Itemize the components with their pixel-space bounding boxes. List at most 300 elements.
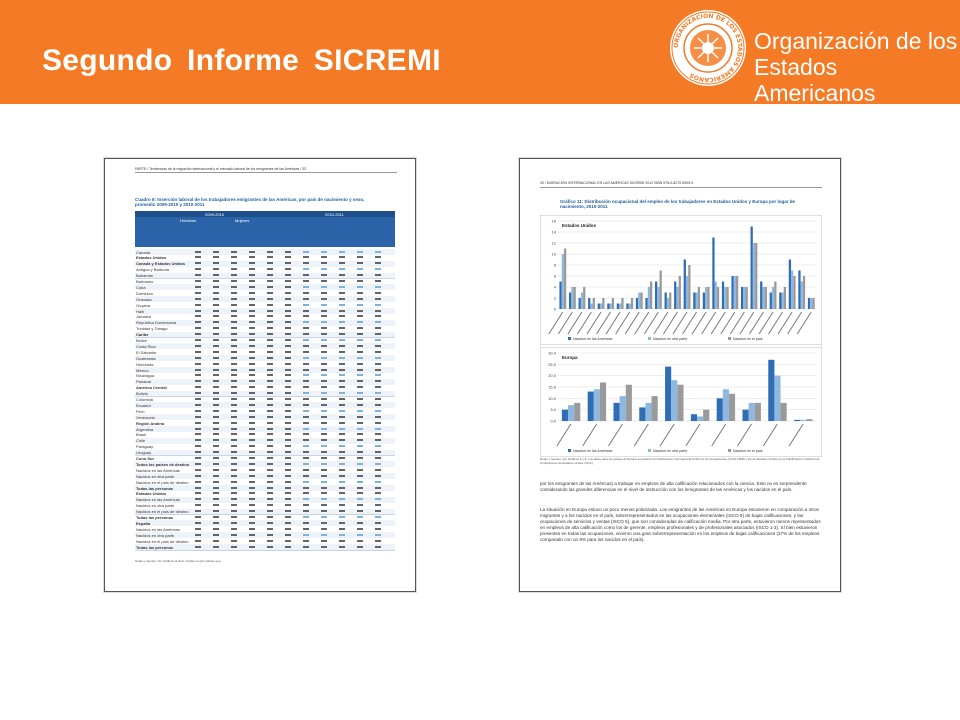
cell-value-mark <box>357 310 363 312</box>
bar <box>609 304 611 310</box>
cell-value-mark <box>285 380 291 382</box>
cell-value-mark <box>303 498 309 500</box>
cell-value-mark <box>285 510 291 512</box>
cell-value-mark <box>303 404 309 406</box>
cell-value-mark <box>303 534 309 536</box>
cell-value-mark <box>285 457 291 459</box>
legend-label: Nacidos en el país <box>733 449 763 453</box>
bar <box>667 298 669 309</box>
bar <box>620 396 626 421</box>
cell-value-mark <box>213 522 219 524</box>
cell-value-mark <box>357 357 363 359</box>
period-1-label: 2009-2010 <box>205 211 225 217</box>
cell-value-mark <box>285 310 291 312</box>
cell-value-mark <box>375 268 381 270</box>
cell-value-mark <box>303 422 309 424</box>
bar <box>677 385 683 421</box>
cell-value-mark <box>285 321 291 323</box>
bar <box>569 293 571 310</box>
row-label: Brasil <box>136 432 147 438</box>
cell-value-mark <box>213 404 219 406</box>
cell-value-mark <box>375 534 381 536</box>
bar <box>594 389 600 421</box>
cell-value-mark <box>267 321 273 323</box>
cell-value-mark <box>249 256 255 258</box>
cell-value-mark <box>375 369 381 371</box>
bar <box>579 298 581 309</box>
legend-label: Nacidos en las Américas <box>573 449 613 453</box>
legend-swatch <box>568 337 571 340</box>
cell-value-mark <box>375 481 381 483</box>
cell-value-mark <box>213 516 219 518</box>
cell-value-mark <box>321 374 327 376</box>
bar <box>665 367 671 421</box>
cell-value-mark <box>375 404 381 406</box>
cell-value-mark <box>195 540 201 542</box>
cell-value-mark <box>339 445 345 447</box>
cell-value-mark <box>231 463 237 465</box>
cell-value-mark <box>249 315 255 317</box>
cell-value-mark <box>339 374 345 376</box>
cell-value-mark <box>303 280 309 282</box>
cell-value-mark <box>249 304 255 306</box>
row-label: Panamá <box>136 379 151 385</box>
cell-value-mark <box>321 286 327 288</box>
cell-value-mark <box>231 268 237 270</box>
cell-value-mark <box>339 428 345 430</box>
cell-value-mark <box>231 315 237 317</box>
cell-value-mark <box>249 369 255 371</box>
row-label: México <box>136 367 149 373</box>
bar <box>686 276 688 309</box>
cell-value-mark <box>267 410 273 412</box>
cell-value-mark <box>285 522 291 524</box>
bar <box>571 287 573 309</box>
cell-value-mark <box>321 451 327 453</box>
bar <box>590 304 592 310</box>
cell-value-mark <box>213 333 219 335</box>
bar <box>583 287 585 309</box>
cell-value-mark <box>357 280 363 282</box>
row-label: Cuba <box>136 284 146 290</box>
running-head: 40 / MIGRACIÓN INTERNACIONAL EN LAS AMÉRICAS SICREMI 2012 ISBN 978-0-8270-5909-0 <box>540 181 694 185</box>
cell-value-mark <box>321 339 327 341</box>
bar <box>626 304 628 310</box>
cell-value-mark <box>321 398 327 400</box>
cell-value-mark <box>249 504 255 506</box>
cell-value-mark <box>267 256 273 258</box>
cell-value-mark <box>303 481 309 483</box>
bar <box>562 410 568 421</box>
cell-value-mark <box>195 451 201 453</box>
cell-value-mark <box>375 262 381 264</box>
bar <box>736 276 738 309</box>
org-name <box>754 28 960 106</box>
cell-value-mark <box>375 540 381 542</box>
bar <box>688 265 690 309</box>
cell-value-mark <box>339 433 345 435</box>
cell-value-mark <box>303 345 309 347</box>
row-label: Guatemala <box>136 355 156 361</box>
row-label: Cono Sur <box>136 456 154 461</box>
cell-value-mark <box>375 274 381 276</box>
bar <box>731 276 733 309</box>
cell-value-mark <box>303 487 309 489</box>
cell-value-mark <box>267 339 273 341</box>
row-label: Canadá <box>136 249 151 255</box>
cell-value-mark <box>321 274 327 276</box>
cell-value-mark <box>321 292 327 294</box>
cell-value-mark <box>249 516 255 518</box>
cell-value-mark <box>213 540 219 542</box>
cell-value-mark <box>231 433 237 435</box>
cell-value-mark <box>339 498 345 500</box>
row-label: España <box>136 520 151 526</box>
cell-value-mark <box>231 369 237 371</box>
cell-value-mark <box>213 315 219 317</box>
cell-value-mark <box>231 451 237 453</box>
cell-value-mark <box>249 298 255 300</box>
cell-value-mark <box>303 262 309 264</box>
bar <box>772 287 774 309</box>
bar <box>636 298 638 309</box>
cell-value-mark <box>375 463 381 465</box>
cell-value-mark <box>249 286 255 288</box>
cell-value-mark <box>195 298 201 300</box>
cell-value-mark <box>375 292 381 294</box>
row-label: Nacidos en otra parte <box>136 532 175 538</box>
cell-value-mark <box>195 333 201 335</box>
legend-label: Nacidos en otra parte <box>653 337 688 341</box>
cell-value-mark <box>249 262 255 264</box>
bar <box>722 282 724 310</box>
cell-value-mark <box>267 304 273 306</box>
cell-value-mark <box>249 422 255 424</box>
cell-value-mark <box>267 428 273 430</box>
cell-value-mark <box>231 398 237 400</box>
cell-value-mark <box>357 339 363 341</box>
us-chart <box>540 215 822 345</box>
bar <box>798 271 800 310</box>
cell-value-mark <box>375 280 381 282</box>
y-tick-label: 0.0 <box>550 418 556 424</box>
cell-value-mark <box>375 546 381 548</box>
bar <box>742 410 748 421</box>
bar <box>588 298 590 309</box>
cell-value-mark <box>339 546 345 548</box>
cell-value-mark <box>321 534 327 536</box>
cell-value-mark <box>357 416 363 418</box>
report-page-thumbnail-table <box>104 158 416 592</box>
cell-value-mark <box>267 286 273 288</box>
cell-value-mark <box>375 398 381 400</box>
cell-value-mark <box>339 416 345 418</box>
cell-value-mark <box>231 481 237 483</box>
cell-value-mark <box>303 428 309 430</box>
cell-value-mark <box>321 256 327 258</box>
chart-notes: Notas y fuentes: Ver Gráficos 6 y 8. Los datos para los países de Europa consideran la Clasificación Internacional Uniforme de Ocupaciones (CIUO 1988) y los de Estados Unidos en la Clasificación Uniforme de Ocupaciones de Estados Unidos (SOC). <box>540 457 820 465</box>
bar <box>707 287 709 309</box>
legend-swatch <box>568 449 571 452</box>
row-label: Todas las personas <box>136 515 174 520</box>
cell-value-mark <box>357 398 363 400</box>
cell-value-mark <box>213 327 219 329</box>
cell-value-mark <box>231 333 237 335</box>
legend-label: Nacidos en el país <box>733 337 763 341</box>
row-label: El Salvador <box>136 349 157 355</box>
cell-value-mark <box>375 298 381 300</box>
cell-value-mark <box>339 333 345 335</box>
cell-value-mark <box>375 327 381 329</box>
cell-value-mark <box>213 280 219 282</box>
cell-value-mark <box>231 256 237 258</box>
cell-value-mark <box>231 475 237 477</box>
row-label: Dominica <box>136 290 153 296</box>
cell-value-mark <box>213 398 219 400</box>
cell-value-mark <box>231 522 237 524</box>
row-label: América Central <box>136 385 167 391</box>
cell-value-mark <box>375 469 381 471</box>
europe-chart <box>540 347 822 457</box>
cell-value-mark <box>303 256 309 258</box>
cell-value-mark <box>321 315 327 317</box>
bar <box>723 389 729 421</box>
bar <box>794 420 800 421</box>
cell-value-mark <box>267 333 273 335</box>
bar <box>607 304 609 310</box>
cell-value-mark <box>285 339 291 341</box>
bar <box>564 249 566 310</box>
cell-value-mark <box>267 298 273 300</box>
row-label: Bolivia <box>136 391 148 397</box>
cell-value-mark <box>375 451 381 453</box>
row-label: Antigua y Barbuda <box>136 267 169 273</box>
cell-value-mark <box>357 327 363 329</box>
cell-value-mark <box>267 445 273 447</box>
cell-value-mark <box>285 374 291 376</box>
row-label: Costa Rica <box>136 343 156 349</box>
row-label: Ecuador <box>136 402 151 408</box>
cell-value-mark <box>321 304 327 306</box>
cell-value-mark <box>303 410 309 412</box>
cell-value-mark <box>285 546 291 548</box>
cell-value-mark <box>267 351 273 353</box>
cell-value-mark <box>375 487 381 489</box>
row-label: Uruguay <box>136 450 152 456</box>
cell-value-mark <box>195 369 201 371</box>
bar <box>703 293 705 310</box>
cell-value-mark <box>267 327 273 329</box>
cell-value-mark <box>267 280 273 282</box>
legend-swatch <box>648 337 651 340</box>
cell-value-mark <box>231 321 237 323</box>
bar <box>655 282 657 310</box>
row-label: Nacidos en otra parte <box>136 473 175 479</box>
cell-value-mark <box>375 504 381 506</box>
bar <box>760 282 762 310</box>
cell-value-mark <box>267 422 273 424</box>
cell-value-mark <box>357 510 363 512</box>
cell-value-mark <box>267 522 273 524</box>
cell-value-mark <box>285 392 291 394</box>
cell-value-mark <box>285 475 291 477</box>
cell-value-mark <box>249 481 255 483</box>
cell-value-mark <box>339 304 345 306</box>
cell-value-mark <box>213 298 219 300</box>
legend-label: Nacidos en otra parte <box>653 449 688 453</box>
cell-value-mark <box>303 528 309 530</box>
cell-value-mark <box>249 380 255 382</box>
cell-value-mark <box>285 404 291 406</box>
cell-value-mark <box>357 274 363 276</box>
cell-value-mark <box>339 262 345 264</box>
cell-value-mark <box>195 422 201 424</box>
cell-value-mark <box>357 492 363 494</box>
cell-value-mark <box>303 475 309 477</box>
cell-value-mark <box>267 451 273 453</box>
cell-value-mark <box>375 433 381 435</box>
cell-value-mark <box>339 310 345 312</box>
cell-value-mark <box>213 546 219 548</box>
cell-value-mark <box>303 333 309 335</box>
bar <box>801 282 803 310</box>
cell-value-mark <box>213 292 219 294</box>
bar <box>638 293 640 310</box>
row-label: Guyana <box>136 302 151 308</box>
cell-value-mark <box>285 357 291 359</box>
cell-value-mark <box>267 380 273 382</box>
bar <box>762 287 764 309</box>
cell-value-mark <box>375 445 381 447</box>
cell-value-mark <box>357 498 363 500</box>
cell-value-mark <box>321 416 327 418</box>
cell-value-mark <box>195 475 201 477</box>
cell-value-mark <box>285 492 291 494</box>
cell-value-mark <box>321 522 327 524</box>
cell-value-mark <box>357 380 363 382</box>
cell-value-mark <box>321 404 327 406</box>
cell-value-mark <box>195 510 201 512</box>
cell-value-mark <box>375 516 381 518</box>
cell-value-mark <box>195 498 201 500</box>
cell-value-mark <box>375 304 381 306</box>
cell-value-mark <box>357 540 363 542</box>
cell-value-mark <box>267 398 273 400</box>
cell-value-mark <box>303 274 309 276</box>
cell-value-mark <box>195 439 201 441</box>
cell-value-mark <box>375 492 381 494</box>
cell-value-mark <box>267 292 273 294</box>
cell-value-mark <box>195 522 201 524</box>
cell-value-mark <box>195 268 201 270</box>
row-label: Nacidos en el país de destino <box>136 538 189 544</box>
cell-value-mark <box>303 457 309 459</box>
bar <box>600 304 602 310</box>
cell-value-mark <box>339 492 345 494</box>
cell-value-mark <box>303 386 309 388</box>
cell-value-mark <box>213 345 219 347</box>
bar <box>617 304 619 310</box>
cell-value-mark <box>357 481 363 483</box>
cell-value-mark <box>195 374 201 376</box>
cell-value-mark <box>213 321 219 323</box>
cell-value-mark <box>375 351 381 353</box>
cell-value-mark <box>195 457 201 459</box>
cell-value-mark <box>195 280 201 282</box>
cell-value-mark <box>285 463 291 465</box>
cell-value-mark <box>321 487 327 489</box>
bar <box>768 360 774 421</box>
bar <box>645 403 651 421</box>
cell-value-mark <box>303 451 309 453</box>
cell-value-mark <box>321 445 327 447</box>
cell-value-mark <box>303 510 309 512</box>
cell-value-mark <box>285 256 291 258</box>
cell-value-mark <box>339 404 345 406</box>
cell-value-mark <box>339 380 345 382</box>
cell-value-mark <box>195 433 201 435</box>
cell-value-mark <box>267 469 273 471</box>
bar <box>695 293 697 310</box>
cell-value-mark <box>339 345 345 347</box>
cell-value-mark <box>213 475 219 477</box>
cell-value-mark <box>285 498 291 500</box>
cell-value-mark <box>339 339 345 341</box>
group-women-label: Mujeres <box>235 218 250 223</box>
cell-value-mark <box>339 510 345 512</box>
cell-value-mark <box>231 510 237 512</box>
cell-value-mark <box>303 363 309 365</box>
cell-value-mark <box>285 422 291 424</box>
cell-value-mark <box>231 280 237 282</box>
cell-value-mark <box>321 321 327 323</box>
cell-value-mark <box>321 492 327 494</box>
cell-value-mark <box>357 546 363 548</box>
bar <box>568 405 574 421</box>
row-label: Caribe <box>136 332 149 338</box>
cell-value-mark <box>285 292 291 294</box>
cell-value-mark <box>375 310 381 312</box>
org-name-line2: Estados Americanos <box>754 54 876 106</box>
cell-value-mark <box>357 522 363 524</box>
period-2-label: 2010-2011 <box>325 211 344 217</box>
cell-value-mark <box>231 262 237 264</box>
cell-value-mark <box>357 404 363 406</box>
cell-value-mark <box>285 251 291 253</box>
cell-value-mark <box>303 516 309 518</box>
row-label: Venezuela <box>136 414 155 420</box>
cell-value-mark <box>321 298 327 300</box>
legend-swatch <box>648 449 651 452</box>
cell-value-mark <box>231 310 237 312</box>
table-notes: Notas y fuentes: Ver Gráficos al final. Celdas en gris indican que... <box>135 559 224 563</box>
cell-value-mark <box>303 321 309 323</box>
cell-value-mark <box>303 304 309 306</box>
row-label: Nacidos en otra parte <box>136 503 175 509</box>
cell-value-mark <box>285 516 291 518</box>
cell-value-mark <box>339 481 345 483</box>
bar <box>613 403 619 421</box>
cell-value-mark <box>339 280 345 282</box>
cell-value-mark <box>285 451 291 453</box>
cell-value-mark <box>303 292 309 294</box>
cell-value-mark <box>339 422 345 424</box>
cell-value-mark <box>321 351 327 353</box>
cell-value-mark <box>321 392 327 394</box>
cell-value-mark <box>267 504 273 506</box>
cell-value-mark <box>339 516 345 518</box>
cell-value-mark <box>249 374 255 376</box>
